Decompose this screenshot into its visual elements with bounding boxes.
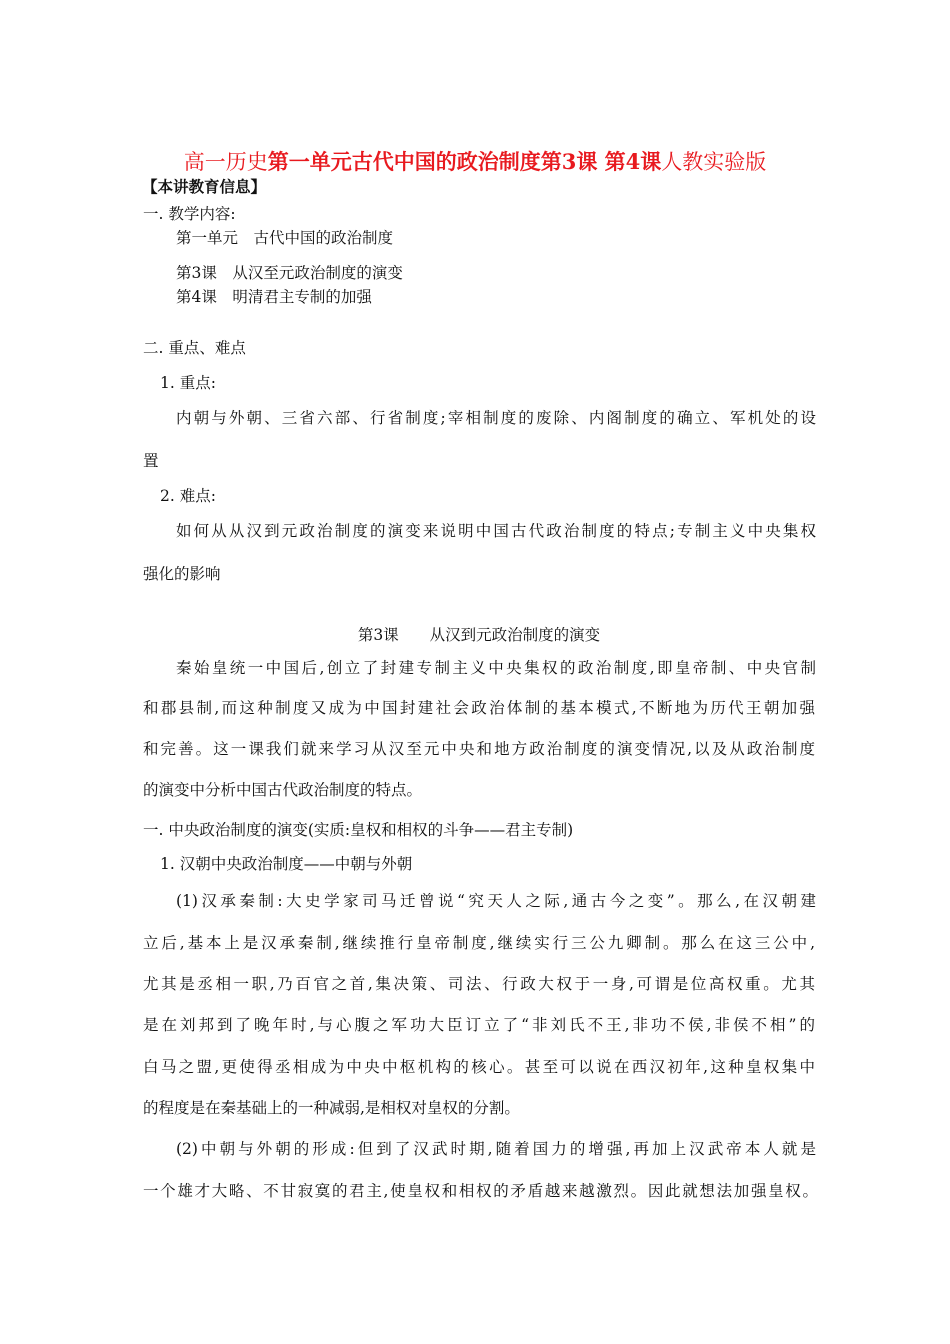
info-heading: 【本讲教育信息】 [142, 177, 267, 196]
part1-heading: 一. 中央政治制度的演变(实质:皇权和相权的斗争——君主专制) [143, 821, 574, 839]
content-item-lesson4: 第4课 明清君主专制的加强 [176, 288, 372, 306]
difficult-points-line: 如何从从汉到元政治制度的演变来说明中国古代政治制度的特点;专制主义中央集权 [176, 522, 816, 540]
court-paragraph-line: (2)中朝与外朝的形成:但到了汉武时期,随着国力的增强,再加上汉武帝本人就是 [176, 1140, 816, 1158]
han-paragraph-line: (1)汉承秦制:大史学家司马迁曾说“究天人之际,通古今之变”。那么,在汉朝建 [176, 892, 816, 910]
key-points-line: 置 [143, 452, 159, 470]
part1-subheading: 1. 汉朝中央政治制度——中朝与外朝 [160, 855, 413, 873]
han-paragraph-line: 尤其是丞相一职,乃百官之首,集决策、司法、行政大权于一身,可谓是位高权重。尤其 [143, 975, 815, 993]
section-heading-content: 一. 教学内容: [143, 205, 236, 223]
court-paragraph-line: 一个雄才大略、不甘寂寞的君主,使皇权和相权的矛盾越来越激烈。因此就想法加强皇权。 [143, 1182, 818, 1200]
content-item-lesson3: 第3课 从汉至元政治制度的演变 [176, 264, 403, 282]
document-title [0, 148, 950, 176]
intro-paragraph-line: 秦始皇统一中国后,创立了封建专制主义中央集权的政治制度,即皇帝制、中央官制 [176, 659, 816, 677]
lesson3-title: 第3课 从汉到元政治制度的演变 [357, 626, 601, 644]
intro-paragraph-line: 和完善。这一课我们就来学习从汉至元中央和地方政治制度的演变情况,以及从政治制度 [143, 740, 815, 758]
han-paragraph-line: 白马之盟,更使得丞相成为中央中枢机构的核心。甚至可以说在西汉初年,这种皇权集中 [143, 1058, 815, 1076]
section-heading-focus: 二. 重点、难点 [143, 339, 246, 357]
intro-paragraph-line: 和郡县制,而这种制度又成为中国封建社会政治体制的基本模式,不断地为历代王朝加强 [143, 699, 815, 717]
title-suffix: 人教实验版 [661, 150, 767, 174]
title-prefix: 高一历史 [183, 150, 268, 174]
han-paragraph-line: 的程度是在秦基础上的一种减弱,是相权对皇权的分割。 [143, 1099, 520, 1117]
han-paragraph-line: 立后,基本上是汉承秦制,继续推行皇帝制度,继续实行三公九卿制。那么在这三公中, [143, 934, 815, 952]
key-points-label: 1. 重点: [160, 374, 216, 392]
intro-paragraph-line: 的演变中分析中国古代政治制度的特点。 [143, 781, 423, 799]
difficult-points-line: 强化的影响 [143, 565, 221, 583]
difficult-points-label: 2. 难点: [160, 487, 216, 505]
han-paragraph-line: 是在刘邦到了晚年时,与心腹之军功大臣订立了“非刘氏不王,非功不侯,非侯不相”的 [143, 1016, 815, 1034]
content-item-unit: 第一单元 古代中国的政治制度 [176, 229, 394, 247]
key-points-line: 内朝与外朝、三省六部、行省制度;宰相制度的废除、内阁制度的确立、军机处的设 [176, 409, 816, 427]
title-main: 第一单元古代中国的政治制度第3课 第4课 [267, 149, 662, 174]
